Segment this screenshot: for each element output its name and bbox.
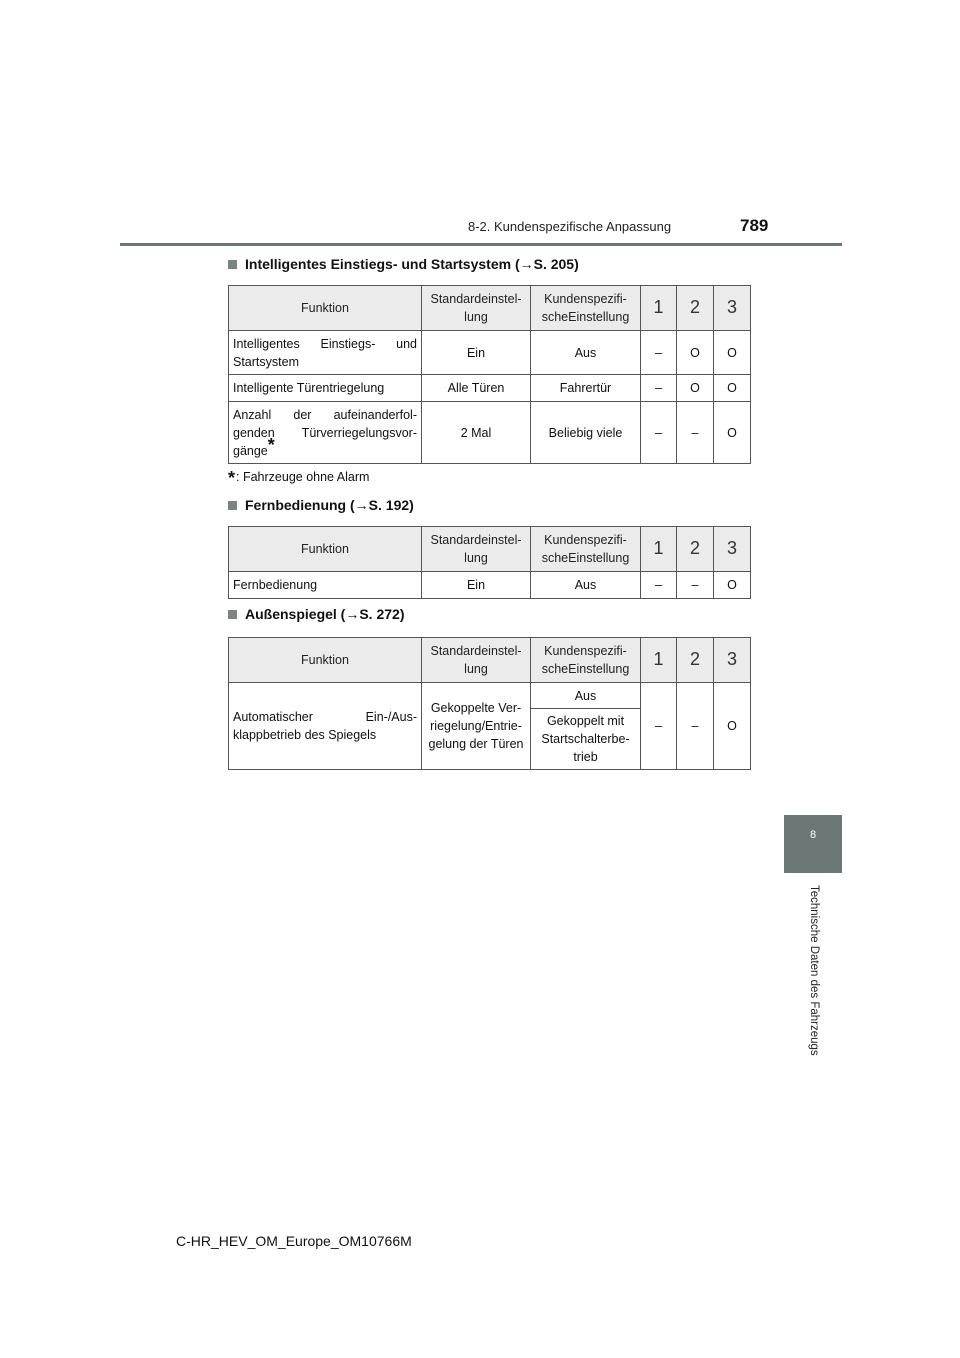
settings-table [228, 285, 751, 464]
cell-funktion: Intelligentes Einstiegs- und Startsystem [229, 331, 422, 375]
header-circle-2 [677, 527, 714, 572]
table-row [229, 572, 751, 599]
num-2: 2 [689, 649, 700, 669]
page-number: 789 [740, 216, 769, 235]
cell-kunden: Aus [531, 572, 641, 599]
footnote [228, 468, 369, 489]
num-2: 2 [689, 538, 700, 558]
cell-c3: O [714, 375, 751, 402]
num-1: 1 [653, 297, 664, 317]
num-3: 3 [726, 649, 737, 669]
header-standard: Standardeinstel-lung [422, 638, 531, 683]
cell-c1: – [641, 402, 677, 464]
cell-kunden: Aus [531, 331, 641, 375]
cell-c1: – [641, 572, 677, 599]
chapter-number: 8 [809, 829, 817, 841]
num-3: 3 [726, 297, 737, 317]
header-rule [120, 243, 842, 246]
section-heading-text: Außenspiegel (→S. 272) [245, 606, 405, 622]
header-circle-3 [714, 527, 751, 572]
num-2: 2 [689, 297, 700, 317]
footnote-text: : Fahrzeuge ohne Alarm [236, 470, 370, 484]
cell-c3: O [714, 683, 751, 770]
header-circle-3 [714, 286, 751, 331]
square-bullet-icon [228, 501, 237, 510]
cell-standard: 2 Mal [422, 402, 531, 464]
cell-kunden-option: Aus [531, 683, 641, 709]
header-standard: Standardeinstel-lung [422, 527, 531, 572]
table-row [229, 375, 751, 402]
header-funktion: Funktion [229, 527, 422, 572]
cell-c2: – [677, 402, 714, 464]
cell-c1: – [641, 375, 677, 402]
cell-funktion [229, 402, 422, 464]
header-circle-2 [677, 638, 714, 683]
cell-c3: O [714, 402, 751, 464]
cell-funktion-text: Anzahl der aufeinanderfol-genden Türverriegelungsvor-gänge [233, 407, 417, 458]
header-standard: Standardeinstel-lung [422, 286, 531, 331]
cell-c2: O [677, 331, 714, 375]
cell-standard: Gekoppelte Ver-riegelung/Entrie-gelung der Türen [422, 683, 531, 770]
chapter-title-vertical [808, 885, 827, 1085]
header-kunden: Kundenspezifi-scheEinstellung [531, 638, 641, 683]
cell-funktion: Fernbedienung [229, 572, 422, 599]
header-circle-1 [641, 638, 677, 683]
header-circle-1 [641, 286, 677, 331]
cell-standard: Alle Türen [422, 375, 531, 402]
chapter-tab [784, 815, 842, 873]
chapter-title: Technische Daten des Fahrzeugs [808, 885, 820, 1056]
header-section-title: 8-2. Kundenspezifische Anpassung [468, 219, 672, 234]
num-1: 1 [653, 538, 664, 558]
square-bullet-icon [228, 610, 237, 619]
square-bullet-icon [228, 260, 237, 269]
cell-c3: O [714, 572, 751, 599]
section-heading [228, 256, 579, 272]
cell-standard: Ein [422, 572, 531, 599]
cell-kunden: Fahrertür [531, 375, 641, 402]
header-funktion: Funktion [229, 638, 422, 683]
cell-funktion: Automatischer Ein-/Aus-klappbetrieb des Spiegels [229, 683, 422, 770]
header-kunden: Kundenspezifi-scheEinstellung [531, 527, 641, 572]
section-heading-text: Intelligentes Einstiegs- und Startsystem (→S. 205) [245, 256, 579, 272]
settings-table [228, 526, 751, 599]
section-heading [228, 497, 414, 513]
cell-standard: Ein [422, 331, 531, 375]
num-1: 1 [653, 649, 664, 669]
header-circle-1 [641, 527, 677, 572]
footer-doc-id: C-HR_HEV_OM_Europe_OM10766M [176, 1233, 412, 1249]
footnote-marker: * [228, 468, 236, 488]
table-row [229, 683, 751, 709]
cell-kunden-option: Gekoppelt mit Startschalterbe-trieb [531, 709, 641, 770]
header-circle-3 [714, 638, 751, 683]
section-heading [228, 606, 404, 622]
cell-c3: O [714, 331, 751, 375]
table-row [229, 331, 751, 375]
table-row [229, 402, 751, 464]
settings-table [228, 637, 751, 770]
cell-c1: – [641, 331, 677, 375]
header-circle-2 [677, 286, 714, 331]
cell-funktion: Intelligente Türentriegelung [229, 375, 422, 402]
num-3: 3 [726, 538, 737, 558]
cell-c2: – [677, 572, 714, 599]
asterisk-marker: * [267, 434, 275, 455]
cell-c1: – [641, 683, 677, 770]
header-funktion: Funktion [229, 286, 422, 331]
header-kunden: Kundenspezifi-scheEinstellung [531, 286, 641, 331]
cell-kunden: Beliebig viele [531, 402, 641, 464]
cell-c2: O [677, 375, 714, 402]
section-heading-text: Fernbedienung (→S. 192) [245, 497, 414, 513]
cell-c2: – [677, 683, 714, 770]
